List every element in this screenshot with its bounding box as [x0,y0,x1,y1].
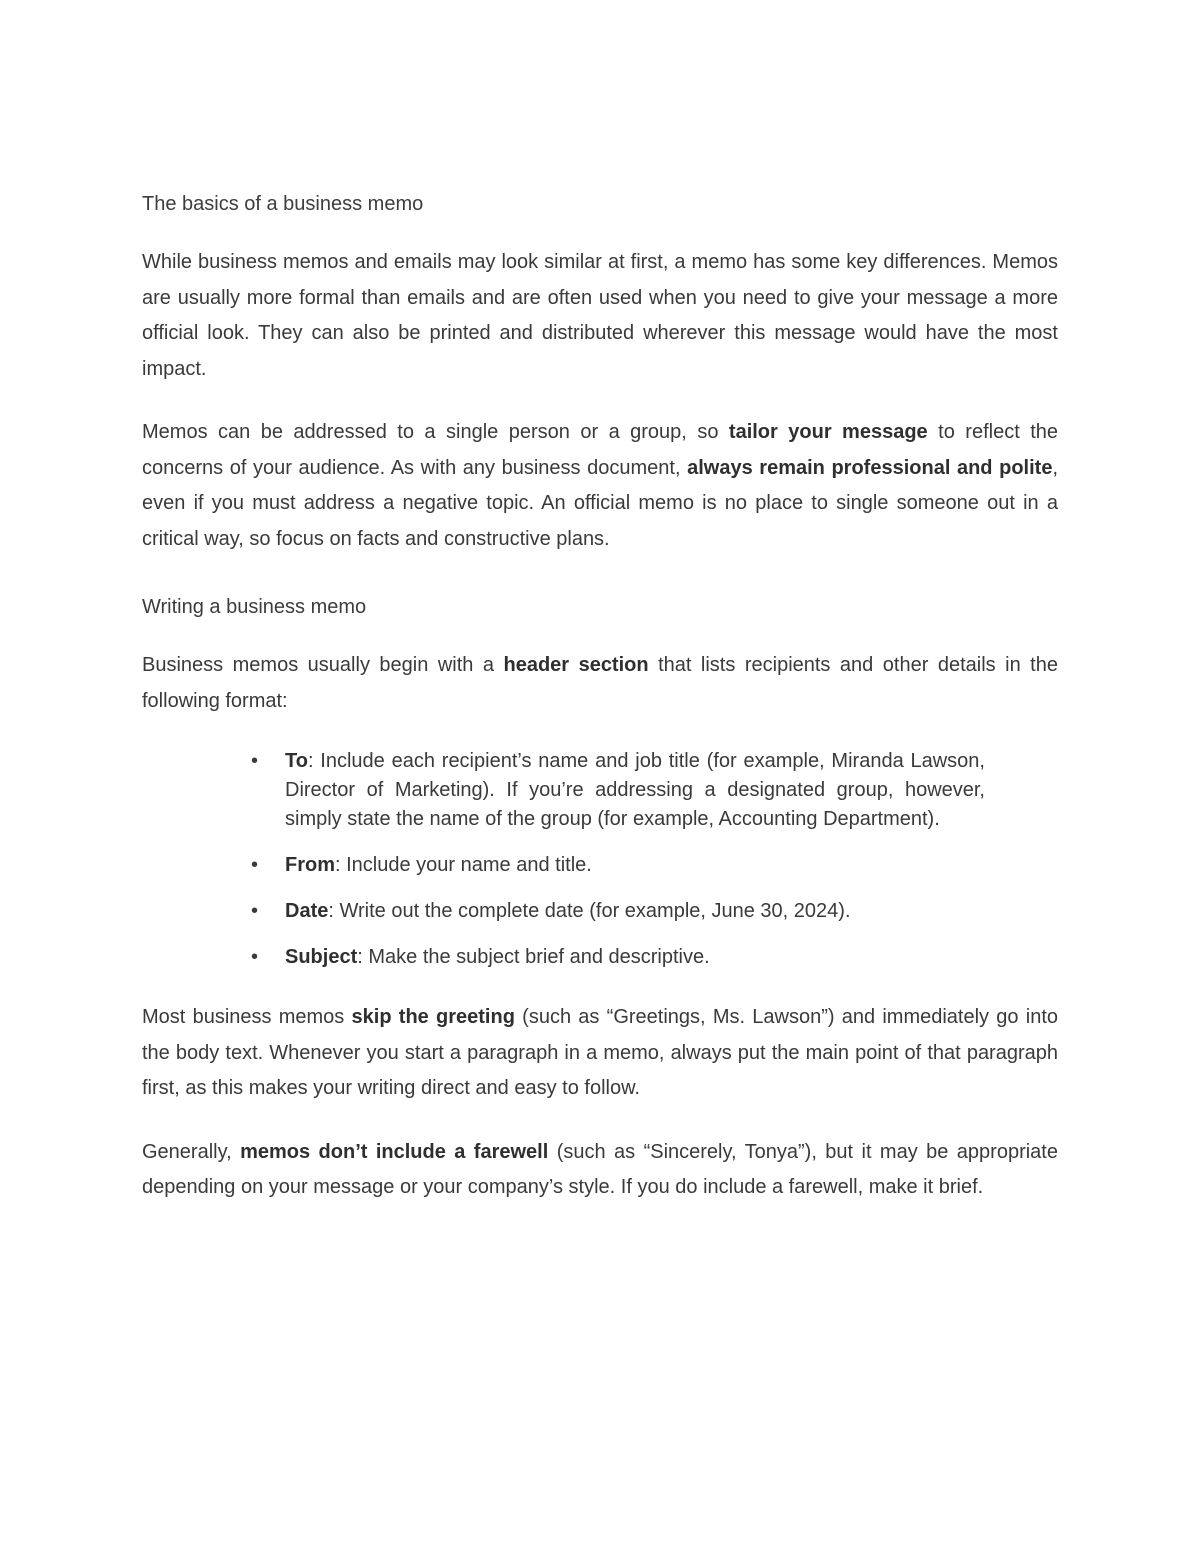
text-run: to reflect the concerns of your audience. As with any business document, [142,421,1059,479]
bold-phrase: always remain professional and polite [687,456,1053,479]
field-description: : Include your name and title. [335,854,592,876]
section-heading-writing: Writing a business memo [142,596,367,618]
field-label: Date [285,900,329,922]
list-item-from [251,851,985,880]
text-run: Most business memos [142,1006,352,1028]
paragraph-greeting [142,1000,1058,1107]
bold-phrase: tailor your message [728,421,928,443]
text-run: Generally, [142,1140,241,1163]
text-run: (such as “Greetings, Ms. Lawson”) and immediately go into the body text. Whenever you start a paragraph in a memo, always put the main point of that paragraph first, as this makes your writing direct and easy to follow. [142,1006,1059,1099]
text-run: Memos can be addressed to a single person or a group, so [142,421,729,443]
bullet-icon: • [251,946,259,968]
field-description: : Make the subject brief and descriptive. [357,946,710,968]
field-description: : Include each recipient’s name and job title (for example, Miranda Lawson, Director of Marketing). If you’re addressing a designated group, however, simply state the name of the group (for example, Accounting Department). [285,750,985,830]
section-heading-basics: The basics of a business memo [142,193,424,215]
field-description: : Write out the complete date (for example, June 30, 2024). [328,900,851,922]
list-item-subject [251,943,985,972]
text-run: , even if you must address a negative topic. An official memo is no place to single someone out in a critical way, so focus on facts and constructive plans. [142,456,1058,550]
bullet-icon: • [251,854,259,876]
paragraph-addressing [142,415,1058,557]
text-run: (such as “Sincerely, Tonya”), but it may be appropriate depending on your message or your company’s style. If you do include a farewell, make it brief. [142,1140,1058,1198]
text-run: that lists recipients and other details in the following format: [142,654,1058,712]
field-label: To [285,750,308,772]
list-item-to [251,747,985,834]
list-item-date [251,897,985,926]
bullet-icon: • [251,750,259,772]
field-label: Subject [285,946,358,968]
bold-phrase: skip the greeting [351,1006,515,1028]
bold-phrase: header section [503,654,649,676]
paragraph-header-section [142,648,1058,719]
document-body [142,190,1058,1234]
bold-phrase: memos don’t include a farewell [240,1140,549,1163]
bullet-icon: • [251,900,259,922]
header-fields-list [142,747,985,972]
paragraph-memo-vs-email: While business memos and emails may look similar at first, a memo has some key differences. Memos are usually more formal than emails and are often used when you need to give your message a more official look. They can also be printed and distributed wherever this message would have the most impact. [142,251,1058,380]
text-run: Business memos usually begin with a [142,654,504,676]
paragraph-farewell [142,1135,1058,1206]
field-label: From [285,854,335,876]
